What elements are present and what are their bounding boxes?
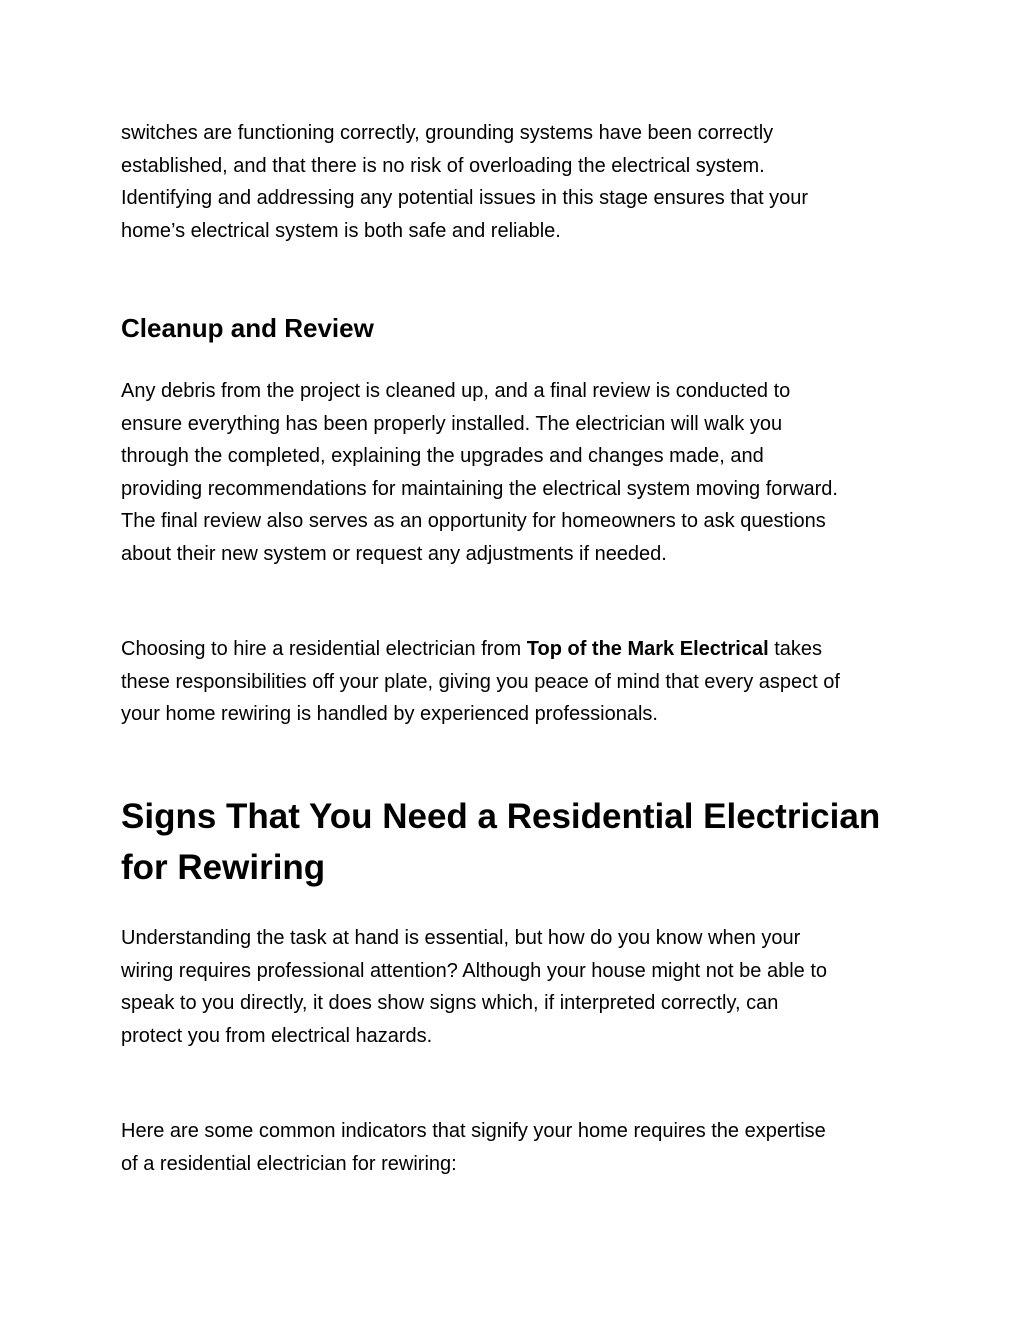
- text-line: through the completed, explaining the upgrades and changes made, and: [121, 445, 764, 468]
- paragraph-inspection-summary: [121, 117, 808, 247]
- text-line: Here are some common indicators that signify your home requires the expertise: [121, 1120, 826, 1142]
- text-line: home’s electrical system is both safe and reliable.: [121, 219, 561, 242]
- text-segment: takes: [768, 638, 823, 660]
- text-line: ensure everything has been properly installed. The electrician will walk you: [121, 412, 783, 435]
- text-line: Identifying and addressing any potential issues in this stage ensures that your: [121, 187, 809, 210]
- text-line: established, and that there is no risk of overloading the electrical system.: [121, 154, 765, 177]
- paragraph-cleanup: [121, 375, 838, 571]
- heading-line: Signs That You Need a Residential Electrician: [121, 797, 881, 836]
- text-line: switches are functioning correctly, grounding systems have been correctly: [121, 122, 774, 144]
- text-line: Any debris from the project is cleaned up, and a final review is conducted to: [121, 380, 791, 402]
- text-line: your home rewiring is handled by experienced professionals.: [121, 703, 658, 726]
- paragraph-hire-electrician: [121, 633, 840, 731]
- heading-signs-need-electrician: [121, 791, 880, 893]
- heading-cleanup-and-review: Cleanup and Review: [121, 313, 374, 343]
- paragraph-indicators-intro: [121, 1115, 826, 1180]
- text-segment: Choosing to hire a residential electrician from: [121, 638, 527, 660]
- heading-line: for Rewiring: [121, 848, 326, 887]
- text-line: providing recommendations for maintaining the electrical system moving forward.: [121, 477, 838, 500]
- text-line: these responsibilities off your plate, giving you peace of mind that every aspect of: [121, 670, 840, 693]
- text-line: [121, 633, 840, 666]
- text-line: wiring requires professional attention? Although your house might not be able to: [121, 959, 828, 982]
- text-line: speak to you directly, it does show signs which, if interpreted correctly, can: [121, 992, 779, 1015]
- text-line: of a residential electrician for rewiring:: [121, 1152, 457, 1175]
- text-line: protect you from electrical hazards.: [121, 1024, 433, 1047]
- paragraph-understanding: [121, 922, 827, 1052]
- text-line: The final review also serves as an opportunity for homeowners to ask questions: [121, 510, 826, 533]
- text-line: Understanding the task at hand is essential, but how do you know when your: [121, 927, 801, 949]
- text-line: about their new system or request any adjustments if needed.: [121, 542, 667, 565]
- company-name: Top of the Mark Electrical: [526, 638, 769, 660]
